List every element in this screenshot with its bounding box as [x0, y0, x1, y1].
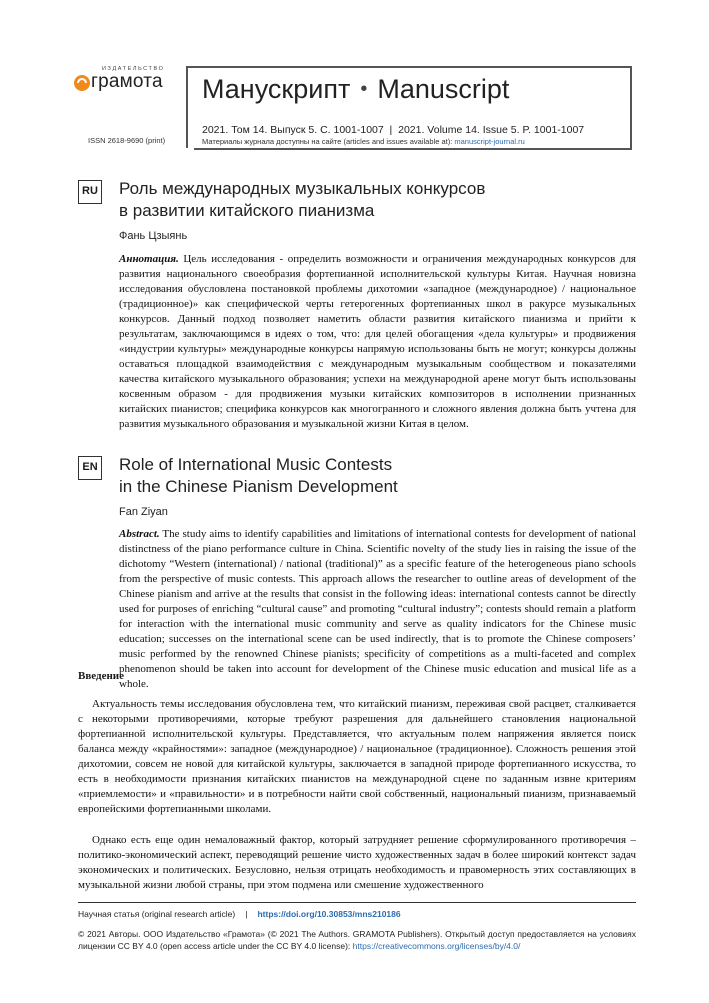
gramota-logo-icon	[72, 73, 92, 93]
lang-label-en: EN	[78, 456, 102, 480]
footer-divider	[78, 902, 636, 903]
publisher-logo	[72, 66, 184, 100]
journal-title-separator: •	[360, 78, 368, 100]
abstract-ru	[119, 252, 636, 432]
article-title-ru-line1: Роль международных музыкальных конкурсов	[119, 179, 486, 198]
article-title-en	[119, 454, 639, 498]
footer-article-info	[78, 909, 401, 919]
license-text: © 2021 Авторы. ООО Издательство «Грамота» (© 2021 The Authors. GRAMOTA Publishers). Открытый доступ предоставляется на условиях лицензии CC BY 4.0 (open access article under the CC BY 4.0 license):	[78, 929, 636, 951]
publisher-name: грамота	[91, 71, 163, 92]
introduction-heading: Введение	[78, 670, 125, 682]
doi-link[interactable]: https://doi.org/10.30853/mns210186	[257, 909, 401, 919]
journal-title	[202, 74, 509, 105]
author-en: Fan Ziyan	[119, 506, 168, 518]
availability-text: Материалы журнала доступны на сайте (articles and issues available at):	[202, 137, 455, 146]
license-note	[78, 928, 636, 952]
abstract-text-ru: Цель исследования - определить возможности и ограничения международных конкурсов для развития национального своеобразия фортепианной исполнительской культуры Китая. Научная новизна исследования обусловлена постановкой проблемы дихотомии «западное (международное) / национальное (традиционное)» как специфической черты гетерогенных фортепианных школ в ракурсе музыкальных конкурсов. Данный подход позволяет наметить области развития китайского пианизма и прийти к результатам, заключающимся в идеях о том, что: для целей обогащения «дела культуры» и продвижения «индустрии культуры» международные конкурсы напрямую использованы быть не могут; конкурсы должны оставаться площадкой взаимодействия с международным музыкальным сообществом и показателями качества китайского музыкального образования; успехи на международной арене могут быть использованы косвенным образом - для продвижения музыки китайских композиторов в исполнении признанных китайских пианистов; специфика конкурсов как многогранного и сложного явления должна быть учтена для развития музыкального образования и музыкальной жизни Китая в целом.	[119, 253, 636, 430]
abstract-text-en: The study aims to identify capabilities and limitations of international contests for development of national distinctness of the piano performance culture in China. Scientific novelty of the study lies in raising the issue of the dichotomy “Western (international) / national (traditional)” as a specific feature of the heterogeneous piano schools from the perspective of music contests. This approach allows the researcher to outline areas of development of the Chinese pianism and arrive at the results that consist in the following ideas: international contests cannot be directly used for purposes of enriching “cultural cause” and promoting “cultural industry”; contests should remain a platform for interaction with the international music community and serve as quality indicators for the Chinese music education; successes on the international scene can be used indirectly, that is to promote the Chinese composers’ music performed by the renowned Chinese pianists; specificity of competitions as a multi-faceted and complex phenomenon should be taken into account for development of the Chinese music education and musical life as a whole.	[119, 528, 636, 690]
lang-label-ru: RU	[78, 180, 102, 204]
abstract-label-en: Abstract.	[119, 528, 160, 540]
article-title-ru-line2: в развитии китайского пианизма	[119, 201, 375, 220]
article-title-en-line1: Role of International Music Contests	[119, 455, 393, 474]
author-ru: Фань Цзыянь	[119, 230, 188, 242]
abstract-label-ru: Аннотация.	[119, 253, 179, 265]
article-title-en-line2: in the Chinese Pianism Development	[119, 477, 398, 496]
article-type: Научная статья (original research article)	[78, 909, 236, 919]
journal-site-link[interactable]: manuscript-journal.ru	[454, 137, 525, 146]
issue-info: 2021. Том 14. Выпуск 5. С. 1001-1007 | 2021. Volume 14. Issue 5. P. 1001-1007	[202, 124, 585, 136]
journal-title-ru: Манускрипт	[202, 74, 351, 104]
license-link[interactable]: https://creativecommons.org/licenses/by/4.0/	[352, 941, 521, 951]
article-title-ru	[119, 178, 639, 222]
footer-separator: |	[245, 909, 248, 919]
issn: ISSN 2618-9690 (print)	[88, 136, 166, 145]
publisher-small-label: ИЗДАТЕЛЬСТВО	[102, 66, 165, 72]
abstract-en	[119, 527, 636, 692]
journal-title-en: Manuscript	[377, 74, 510, 104]
availability-note	[202, 137, 525, 146]
introduction-paragraph-2: Однако есть еще один немаловажный фактор, который затрудняет решение сформулированного противоречия – политико-экономический аспект, переводящий решение чисто художественных задач в более широкий контекст задач экономических и политических. Безусловно, нельзя отрицать необходимость и правомерность этих составляющих в музыкальной жизни любой страны, при этом подмена или смешение художественного	[78, 834, 636, 891]
introduction-paragraph-1: Актуальность темы исследования обусловлена тем, что китайский пианизм, переживая свой расцвет, сталкивается с некоторыми противоречиями, которые требуют разрешения для дальнейшего становления национальной фортепианной исполнительской культуры. Представляется, что актуальным полем напряжения является поиск баланса между «крайностями»: западное (международное) / национальное (традиционное). Сложность решения этой дихотомии, совсем не новой для китайской культуры, заключается в западной природе фортепианного искусства, то есть в необходимости признания китайских пианистов на международной сцене по заданным извне критериям «приемлемости» и «правильности» и в потребности найти свой собственный, национальный пианизм, признаваемый европейскими фортепианными школами.	[78, 698, 636, 815]
